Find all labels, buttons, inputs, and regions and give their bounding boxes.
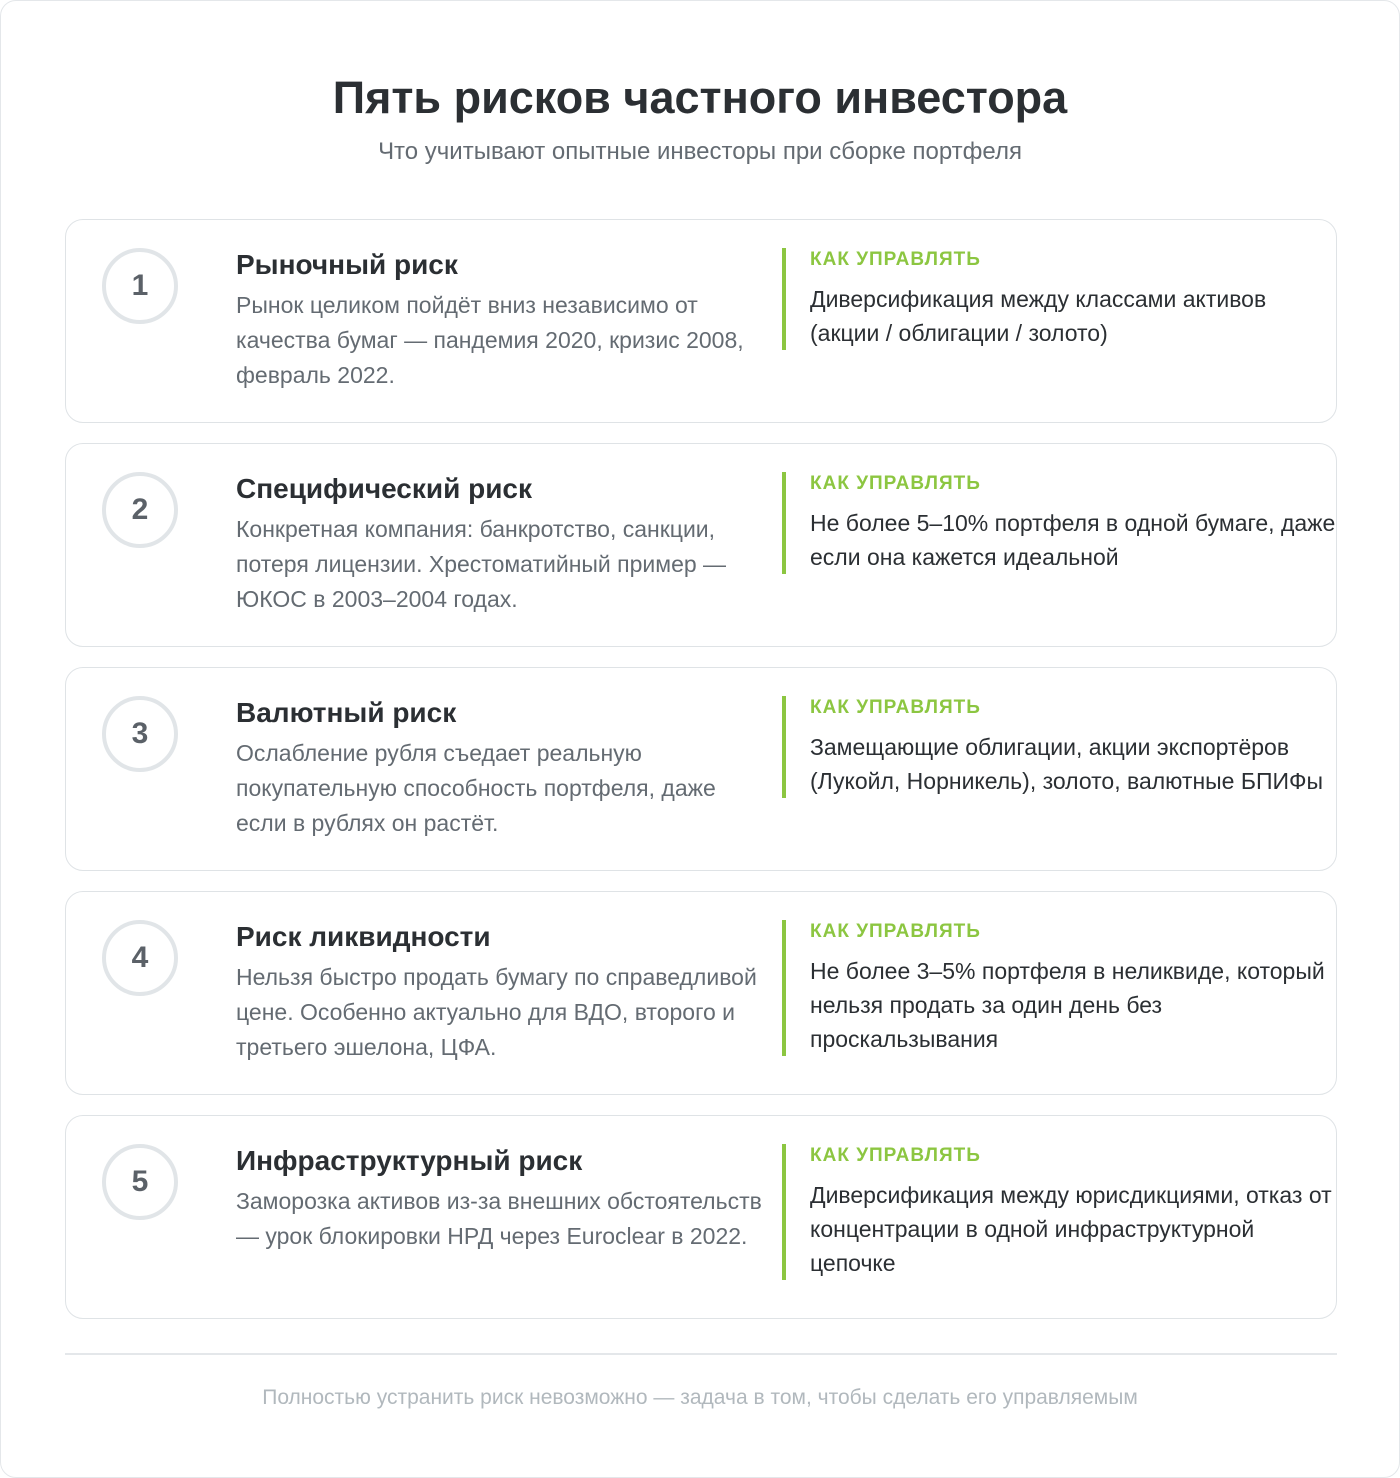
- manage-label: КАК УПРАВЛЯТЬ: [810, 473, 981, 494]
- risk-management-block: [782, 1144, 1340, 1280]
- manage-text: Диверсификация между классами активов (акции / облигации / золото): [810, 286, 1267, 346]
- footer-divider: [65, 1353, 1337, 1355]
- risk-card: [65, 667, 1337, 871]
- risk-management-block: [782, 472, 1340, 574]
- manage-label: КАК УПРАВЛЯТЬ: [810, 249, 981, 270]
- risk-number-badge: 4: [102, 920, 178, 996]
- risk-management-block: [782, 920, 1340, 1056]
- risk-title: Риск ликвидности: [236, 921, 491, 952]
- manage-text: Диверсификация между юрисдикциями, отказ от концентрации в одной инфраструктурной цепочке: [810, 1182, 1332, 1276]
- risk-card: [65, 219, 1337, 423]
- risk-number-badge: 1: [102, 248, 178, 324]
- risk-description: Ослабление рубля съедает реальную покупательную способность портфеля, даже если в рублях он растёт.: [236, 740, 716, 836]
- manage-label: КАК УПРАВЛЯТЬ: [810, 697, 981, 718]
- risk-card: [65, 891, 1337, 1095]
- risk-card: [65, 443, 1337, 647]
- risk-description: Рынок целиком пойдёт вниз независимо от качества бумаг — пандемия 2020, кризис 2008, февраль 2022.: [236, 292, 744, 388]
- risk-title: Рыночный риск: [236, 249, 458, 280]
- risk-management-block: [782, 696, 1340, 798]
- risk-number-badge: 3: [102, 696, 178, 772]
- risk-card: [65, 1115, 1337, 1319]
- manage-text: Не более 3–5% портфеля в неликвиде, который нельзя продать за один день без проскальзывания: [810, 958, 1325, 1052]
- risk-title: Специфический риск: [236, 473, 532, 504]
- manage-label: КАК УПРАВЛЯТЬ: [810, 921, 981, 942]
- risk-description: Нельзя быстро продать бумагу по справедливой цене. Особенно актуально для ВДО, второго и третьего эшелона, ЦФА.: [236, 964, 757, 1060]
- manage-label: КАК УПРАВЛЯТЬ: [810, 1145, 981, 1166]
- page-subtitle: Что учитывают опытные инвесторы при сборке портфеля: [378, 138, 1022, 165]
- manage-text: Не более 5–10% портфеля в одной бумаге, даже если она кажется идеальной: [810, 510, 1336, 570]
- risk-number-badge: 5: [102, 1144, 178, 1220]
- risk-description: Заморозка активов из-за внешних обстоятельств — урок блокировки НРД через Euroclear в 2022.: [236, 1188, 762, 1249]
- risk-number-badge: 2: [102, 472, 178, 548]
- risk-title: Валютный риск: [236, 697, 457, 728]
- manage-text: Замещающие облигации, акции экспортёров (Лукойл, Норникель), золото, валютные БПИФы: [810, 734, 1324, 794]
- risk-card-list: [65, 219, 1337, 1339]
- page-title: Пять рисков частного инвестора: [332, 72, 1068, 123]
- risk-management-block: [782, 248, 1340, 350]
- risk-description: Конкретная компания: банкротство, санкции, потеря лицензии. Хрестоматийный пример — ЮКОС в 2003–2004 годах.: [236, 516, 727, 612]
- footer-note: Полностью устранить риск невозможно — задача в том, чтобы сделать его управляемым: [262, 1386, 1138, 1409]
- risk-title: Инфраструктурный риск: [236, 1145, 583, 1176]
